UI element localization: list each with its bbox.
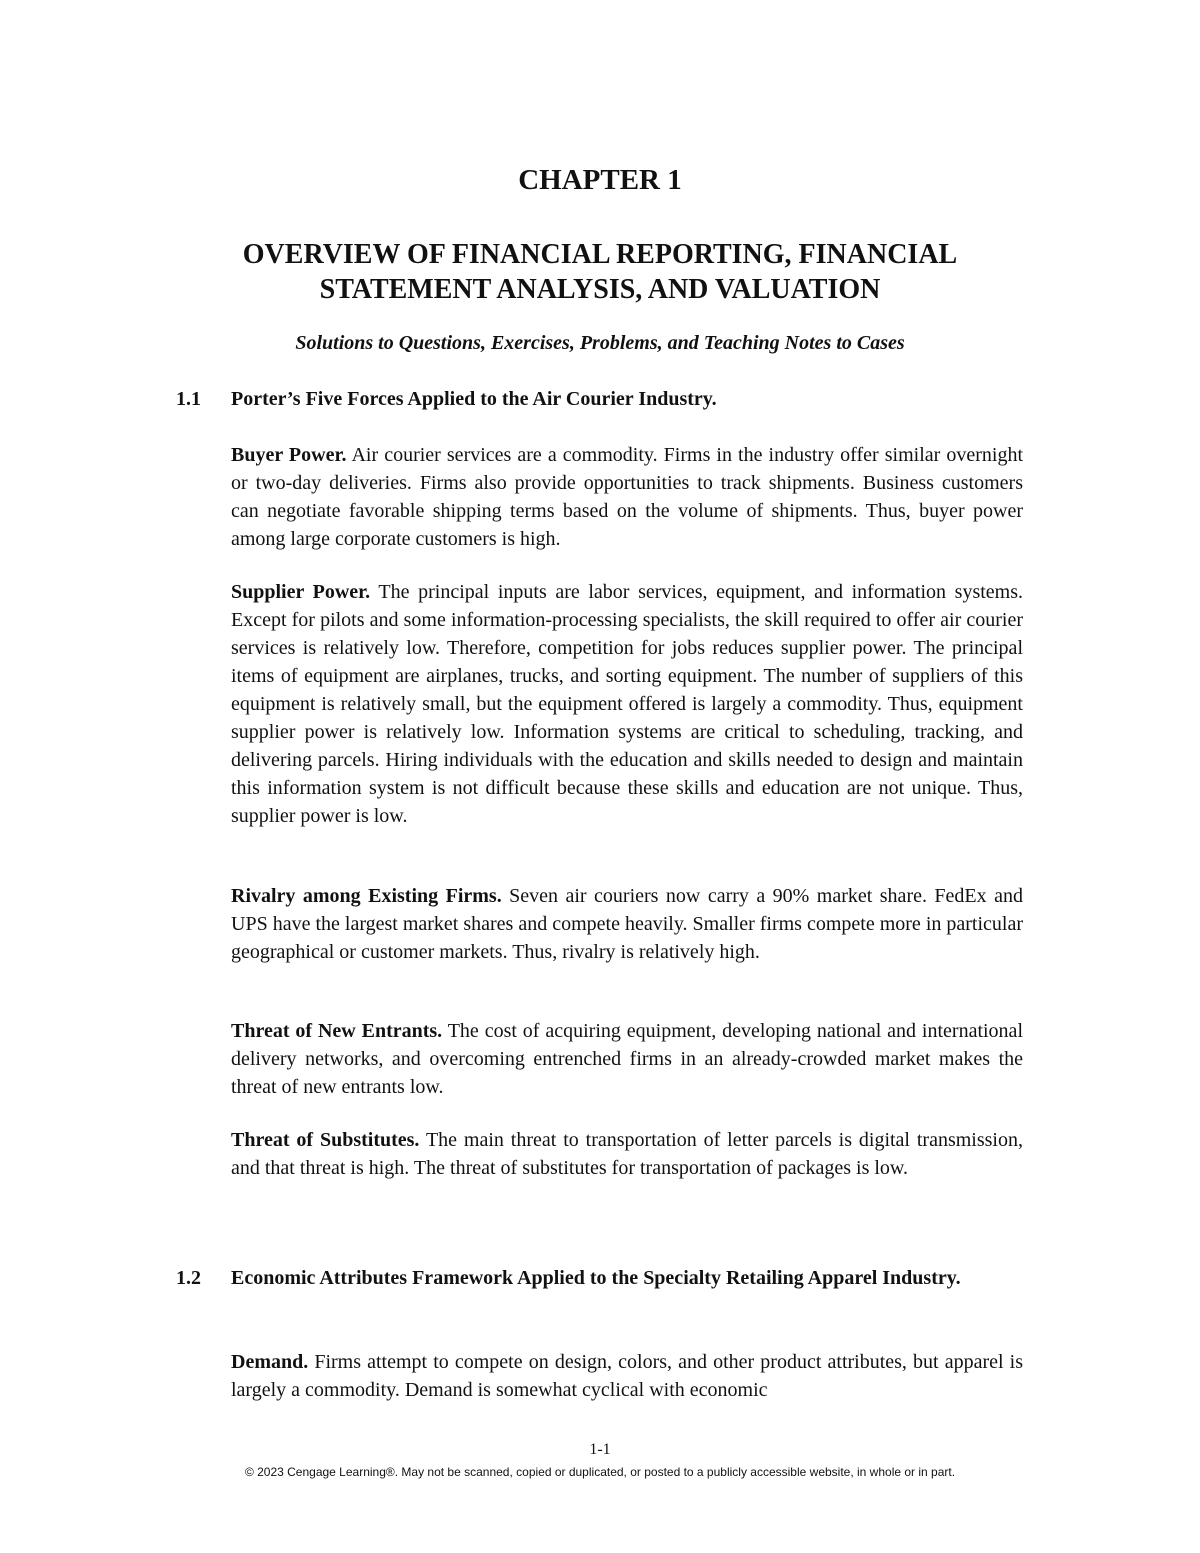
paragraph-lead: Buyer Power.	[231, 444, 347, 466]
paragraph-supplier-power	[231, 578, 1023, 830]
paragraph-text: Firms attempt to compete on design, colors, and other product attributes, but apparel is largely a commodity. Demand is somewhat cyclical with economic	[231, 1351, 1023, 1401]
paragraph-new-entrants	[231, 1017, 1023, 1101]
paragraph-substitutes	[231, 1126, 1023, 1182]
chapter-heading: CHAPTER 1	[518, 164, 682, 196]
paragraph-text: Air courier services are a commodity. Firms in the industry offer similar overnight or two-day deliveries. Firms also provide opportunities to track shipments. Business customers can negotiate favorable shipping terms based on the volume of shipments. Thus, buyer power among large corporate customers is high.	[231, 444, 1024, 550]
section-number: 1.2	[176, 1267, 201, 1289]
section-heading-1-2	[176, 1264, 1026, 1292]
page-number: 1-1	[589, 1441, 611, 1458]
section-title: Economic Attributes Framework Applied to the Specialty Retailing Apparel Industry.	[231, 1267, 961, 1289]
paragraph-lead: Threat of Substitutes.	[231, 1129, 420, 1151]
paragraph-text: The main threat to transportation of letter parcels is digital transmission, and that threat is high. The threat of substitutes for transportation of packages is low.	[231, 1129, 1023, 1179]
section-number: 1.1	[176, 388, 201, 410]
chapter-title	[0, 237, 1200, 307]
paragraph-lead: Demand.	[231, 1351, 309, 1373]
paragraph-text: The cost of acquiring equipment, developing national and international delivery networks, and overcoming entrenched firms in an already-crowded market makes the threat of new entrants low.	[231, 1020, 1023, 1098]
section-title: Porter’s Five Forces Applied to the Air Courier Industry.	[231, 388, 717, 410]
paragraph-lead: Rivalry among Existing Firms.	[231, 885, 502, 907]
paragraph-buyer-power	[231, 441, 1023, 553]
paragraph-lead: Threat of New Entrants.	[231, 1020, 443, 1042]
section-heading-1-1	[176, 385, 1026, 413]
paragraph-demand	[231, 1348, 1023, 1404]
paragraph-rivalry	[231, 882, 1023, 966]
chapter-title-line-2: STATEMENT ANALYSIS, AND VALUATION	[319, 274, 881, 305]
paragraph-text: Seven air couriers now carry a 90% market share. FedEx and UPS have the largest market shares and compete heavily. Smaller firms compete more in particular geographical or customer markets. Thus, rivalry is relatively high.	[231, 885, 1023, 963]
copyright-notice: © 2023 Cengage Learning®. May not be scanned, copied or duplicated, or posted to a publicly accessible website, in whole or in part.	[244, 1465, 956, 1479]
paragraph-text: The principal inputs are labor services, equipment, and information systems. Except for pilots and some information-processing specialists, the skill required to offer air courier services is relatively low. Therefore, competition for jobs reduces supplier power. The principal items of equipment are airplanes, trucks, and sorting equipment. The number of suppliers of this equipment is relatively small, but the equipment offered is largely a commodity. Thus, equipment supplier power is relatively low. Information systems are critical to scheduling, tracking, and delivering parcels. Hiring individuals with the education and skills needed to design and maintain this information system is not difficult because these skills and education are not unique. Thus, supplier power is low.	[231, 581, 1023, 827]
paragraph-lead: Supplier Power.	[231, 581, 371, 603]
chapter-subtitle: Solutions to Questions, Exercises, Problems, and Teaching Notes to Cases	[295, 332, 905, 354]
chapter-title-line-1: OVERVIEW OF FINANCIAL REPORTING, FINANCIAL	[242, 239, 958, 270]
